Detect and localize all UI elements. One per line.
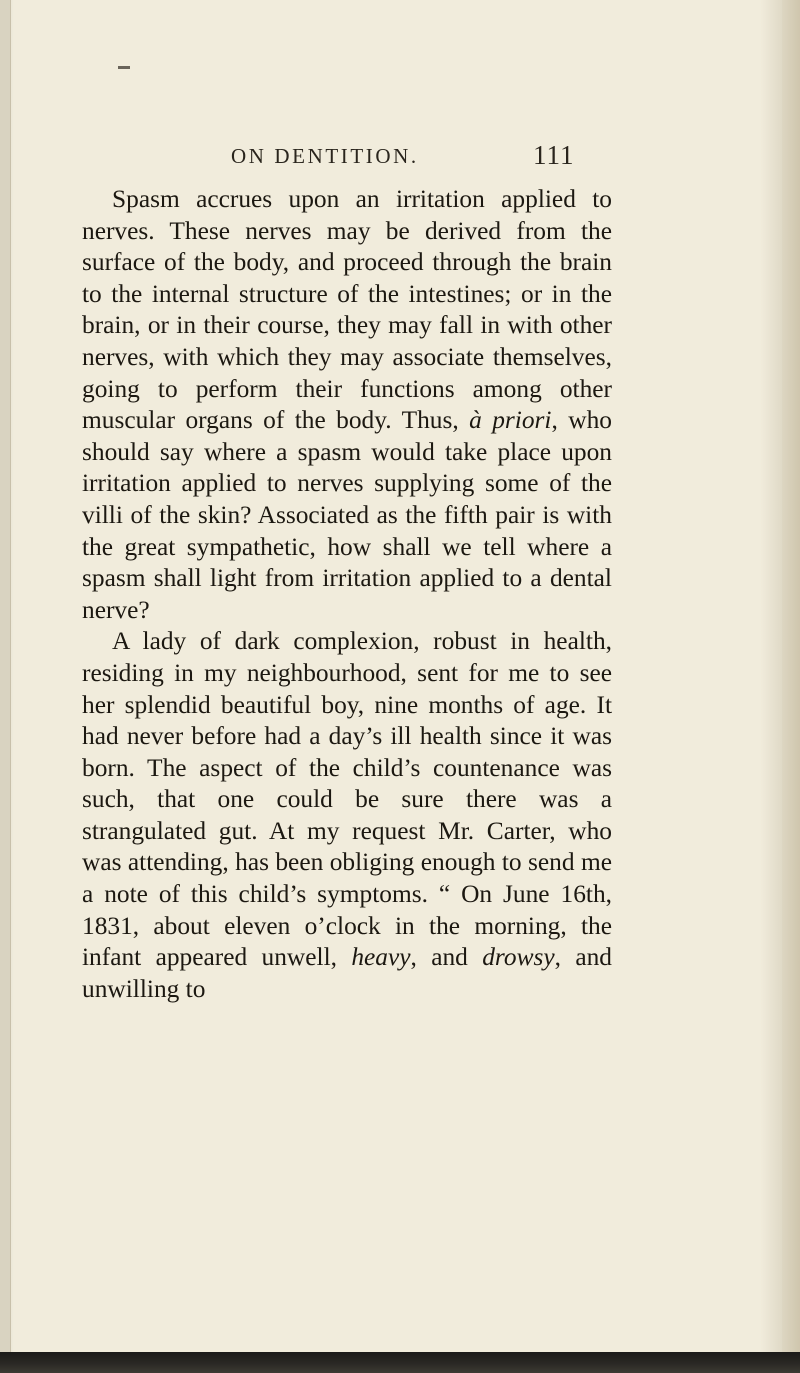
ink-mark <box>118 66 130 69</box>
page-edge-shadow <box>782 0 800 1373</box>
page-gutter <box>0 0 11 1373</box>
italic-phrase-a-priori: à priori <box>469 406 552 435</box>
text-run: , who should say where a spasm would take place upon irritation applied to nerves supplying some of the villi of the skin? Associated as the fifth pair is with the great sympathetic, how shall we tell where a spasm shall light from irritation applied to a dental nerve? <box>82 406 612 624</box>
italic-word-heavy: heavy <box>351 943 411 972</box>
paragraph-case-report <box>82 626 612 1005</box>
body-text <box>82 184 612 1005</box>
text-run: A lady of dark complexion, robust in health, residing in my neighbourhood, sent for me to see her splendid beautiful boy, nine months of age. It had never before had a day’s ill health since it was born. The aspect of the child’s countenance was such, that one could be sure there was a strangulated gut. At my request Mr. Carter, who was attending, has been obliging enough to send me a note of this child’s symptoms. “ On June 16th, 1831, about eleven o’clock in the morning, the infant appeared unwell, <box>82 627 612 972</box>
paragraph-spasm <box>82 184 612 626</box>
italic-word-drowsy: drowsy <box>482 943 555 972</box>
text-run: Spasm accrues upon an irritation applied to nerves. These nerves may be derived from the surface of the body, and proceed through the brain to the internal structure of the intestines; or in the brain, or in their course, they may fall in with other nerves, with which they may associate themselves, going to perform their functions among other muscular organs of the body. Thus, <box>82 185 612 435</box>
text-run: , and <box>410 943 483 972</box>
text-run: , and unwilling to <box>82 943 613 1003</box>
running-head: ON DENTITION. <box>231 144 419 168</box>
page-number: 111 <box>533 140 575 170</box>
page-header <box>231 140 611 172</box>
scan-bottom-edge <box>0 1352 800 1373</box>
